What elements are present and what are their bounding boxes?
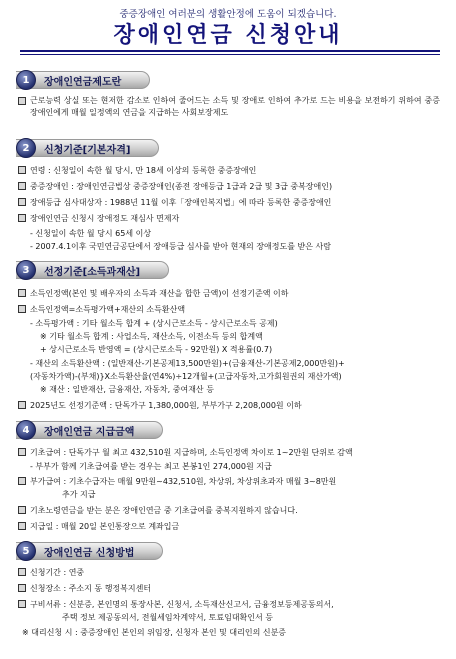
s1-description: 근로능력 상실 또는 현저한 감소로 인하여 줄어드는 소득 및 장애로 인하여 추가로 드는 비용을 보전하기 위하여 중증장애인에게 매월 일정액의 연금을 지급하는 사회보장제도 xyxy=(30,96,440,117)
section-4-header xyxy=(16,422,163,438)
s3-asset-conv2: (자동차가액)-(부채)}X소득환산율(연4%)÷12개월+(고급자동차,고가회원권의 재산가액) xyxy=(30,372,342,381)
header-subtitle: 중증장애인 여러분의 생활안정에 도움이 되겠습니다. xyxy=(119,9,337,20)
s3-item-formula xyxy=(18,304,438,315)
section-5-title: 장애인연금 신청방법 xyxy=(44,547,135,559)
s2-item-severe-text: 중증장애인 : 장애인연금법상 중증장애인(종전 장애등급 1급과 2급 및 3급 중복장애인) xyxy=(30,182,333,191)
s3-item-income xyxy=(18,288,438,299)
section-1-title: 장애인연금제도란 xyxy=(44,76,122,88)
section-3-number-badge: 3 xyxy=(16,260,36,280)
section-3-bar xyxy=(16,261,169,279)
s4-item-additional-text: 부가급여 : 기초수급자는 매월 9만원~432,510원, 차상위, 차상위초과자 매월 3~8만원 xyxy=(30,477,337,486)
section-2-bar xyxy=(16,139,159,157)
square-bullet-icon xyxy=(18,97,26,105)
square-bullet-icon xyxy=(18,600,26,608)
s2-item-severe xyxy=(18,181,438,192)
section-1-number-badge: 1 xyxy=(16,70,36,90)
s3-income-reflect: + 상시근로소득 반영액 = (상시근로소득 - 92만원) X 적용률(0.7) xyxy=(40,345,273,354)
section-5-number-badge: 5 xyxy=(16,541,36,561)
square-bullet-icon xyxy=(18,289,26,297)
section-5-bar xyxy=(16,542,163,560)
s4-item-pension-text: 기초노령연금을 받는 분은 장애인연금 중 기초급여를 중복지원하지 않습니다. xyxy=(30,506,298,515)
square-bullet-icon xyxy=(18,522,26,530)
s2-item-review xyxy=(18,197,438,208)
s4-item-basic xyxy=(18,447,438,458)
square-bullet-icon xyxy=(18,584,26,592)
s5-item-docs-text: 구비서류 : 신분증, 본인명의 통장사본, 신청서, 소득재산신고서, 금융정보등제공동의서, xyxy=(30,600,334,609)
section-3-header xyxy=(16,262,169,278)
square-bullet-icon xyxy=(18,506,26,514)
section-4-number-badge: 4 xyxy=(16,420,36,440)
section-4-title: 장애인연금 지급금액 xyxy=(44,426,135,438)
page-title: 장애인연금 신청안내 xyxy=(113,22,343,48)
s3-income-note: ※ 기타 월소득 합계 : 사업소득, 재산소득, 이전소득 등의 합계액 xyxy=(40,332,263,341)
s3-item-income-text: 소득인정액(본인 및 배우자의 소득과 재산을 합한 금액)이 선정기준액 이하 xyxy=(30,289,289,298)
s4-item-pension xyxy=(18,505,438,516)
section-2-header xyxy=(16,140,159,156)
s2-item-review-text: 장애등급 심사대상자 : 1988년 11월 이후「장애인복지법」에 따라 등록한 중증장애인 xyxy=(30,198,332,207)
section-5-header xyxy=(16,543,163,559)
s3-asset-note: ※ 재산 : 일반재산, 금융재산, 자동차, 중여재산 등 xyxy=(40,385,214,394)
s3-item-threshold xyxy=(18,400,438,411)
square-bullet-icon xyxy=(18,182,26,190)
square-bullet-icon xyxy=(18,214,26,222)
s5-item-place xyxy=(18,583,438,594)
s2-item-age-text: 연령 : 신청일이 속한 월 당시, 만 18세 이상의 등록한 중증장애인 xyxy=(30,166,257,175)
s5-docs-cont: 주택 정보 제공동의서, 전월세임차계약서, 토료임대확인서 등 xyxy=(62,613,273,622)
square-bullet-icon xyxy=(18,305,26,313)
s2-item-age xyxy=(18,165,438,176)
s4-item-payday xyxy=(18,521,438,532)
s5-item-place-text: 신청장소 : 주소지 동 행정복지센터 xyxy=(30,584,152,593)
square-bullet-icon xyxy=(18,568,26,576)
square-bullet-icon xyxy=(18,477,26,485)
s4-item-additional xyxy=(18,476,438,487)
s2-exempt-sub2: - 2007.4.1이후 국민연금공단에서 장애등급 심사를 받아 현재의 장애정도를 받은 사람 xyxy=(30,242,331,251)
square-bullet-icon xyxy=(18,448,26,456)
s5-item-docs xyxy=(18,599,438,610)
square-bullet-icon xyxy=(18,198,26,206)
s5-item-period xyxy=(18,567,438,578)
s5-proxy-note: ※ 대리신청 시 : 중증장애인 본인의 위임장, 신청자 본인 및 대리인의 신분증 xyxy=(22,628,287,637)
s2-exempt-sub1: - 신청일이 속한 월 당시 65세 이상 xyxy=(30,229,152,238)
s3-item-formula-text: 소득인정액=소득평가액+재산의 소득환산액 xyxy=(30,305,186,314)
section-4-bar xyxy=(16,421,163,439)
s4-additional-cont: 추가 지급 xyxy=(62,490,96,499)
s2-item-exempt xyxy=(18,213,438,224)
s3-item-threshold-text: 2025년도 선정기준액 : 단독가구 1,380,000원, 부부가구 2,208,000원 이하 xyxy=(30,401,302,410)
title-underline-thin xyxy=(20,54,440,55)
section-1-header xyxy=(16,72,150,88)
s5-item-period-text: 신청기간 : 연중 xyxy=(30,568,85,577)
section-2-title: 신청기준[기본자격] xyxy=(44,144,131,156)
s2-item-exempt-text: 장애인연금 신청시 장애정도 재심사 면제자 xyxy=(30,214,180,223)
s4-item-payday-text: 지급일 : 매월 20일 본인통장으로 계좌입금 xyxy=(30,522,180,531)
s4-couple-note: - 부부가 함께 기초급여를 받는 경우는 최고 본봉1인 274,000원 지급 xyxy=(30,462,272,471)
square-bullet-icon xyxy=(18,166,26,174)
section-3-title: 선정기준[소득과재산] xyxy=(44,266,141,278)
square-bullet-icon xyxy=(18,401,26,409)
s3-asset-conv1: - 재산의 소득환산액 : (일반재산-기본공제13,500만원)+(금융재산-기본공제2,000만원)+ xyxy=(30,359,345,368)
s4-item-basic-text: 기초급여 : 단독가구 월 최고 432,510원 지급하며, 소득인정액 차이로 1~2만원 단위로 감액 xyxy=(30,448,353,457)
section-2-number-badge: 2 xyxy=(16,138,36,158)
s3-income-eval: - 소득평가액 : 기타 월소득 합계 + (상시근로소득 - 상시근로소득 공제) xyxy=(30,319,278,328)
section-1-bar xyxy=(16,71,150,89)
title-underline xyxy=(20,50,440,52)
